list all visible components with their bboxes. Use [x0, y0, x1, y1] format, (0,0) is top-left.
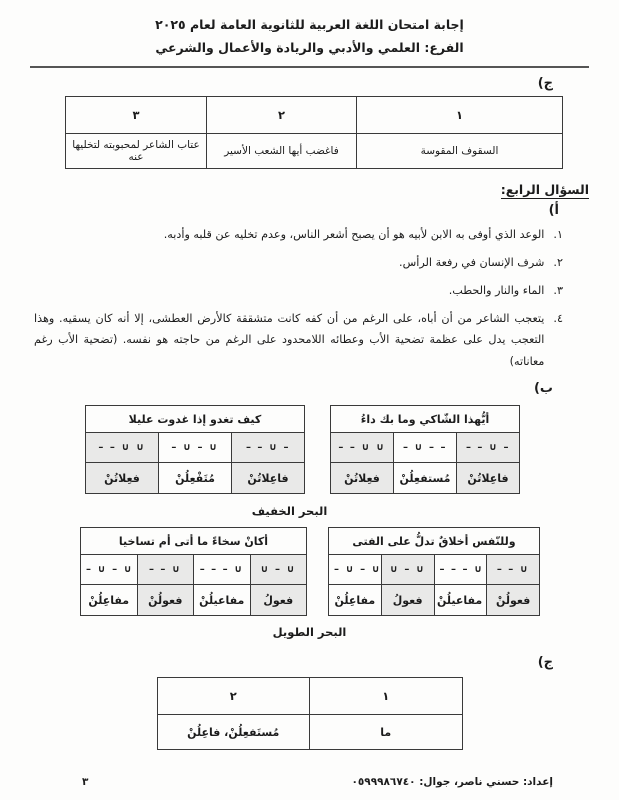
scansion-cell: ∪ – ∪	[381, 555, 434, 585]
tawil-scansion-row	[30, 527, 589, 616]
scansion-cell: – ∪ – ∪	[159, 433, 232, 463]
foot-cell: مفاعيلُنْ	[194, 585, 251, 616]
foot-cell: مفاعِلُنْ	[329, 585, 382, 616]
document-title: إجابة امتحان اللغة العربية للثانوية العامة لعام ٢٠٢٥	[155, 17, 464, 32]
scansion-cell: – – ∪	[137, 555, 194, 585]
tawil-verse-table-left	[80, 527, 307, 616]
scansion-cell: – ∪ – –	[394, 433, 457, 463]
verse-text: وللنّفس أخلاقٌ تدلُّ على الفتى	[329, 528, 540, 555]
verse-text: أيُّهذا الشّاكي وما بك داءُ	[331, 406, 520, 433]
list-item	[34, 224, 563, 246]
col-header-1: ١	[310, 678, 463, 715]
item-text: الوعد الذي أوفى به الابن لأبيه هو أن يصبح أشعر الناس، وعدم تخليه عن قلبه وأدبه.	[163, 228, 545, 241]
document-header	[30, 14, 589, 59]
foot-cell: فعولُ	[381, 585, 434, 616]
document-subtitle: الفرع: العلمي والأدبي والريادة والأعمال والشرعي	[155, 39, 464, 55]
page-footer	[82, 776, 553, 788]
scansion-cell: – ∪ – ∪	[81, 555, 138, 585]
scansion-cell: – – ∪	[487, 555, 540, 585]
list-item	[34, 308, 563, 374]
answer-cell-1: السقوف المقوسة	[357, 134, 563, 169]
scansion-cell: – – – ∪	[434, 555, 487, 585]
foot-cell: فعولُنْ	[487, 585, 540, 616]
item-number: ٤.	[553, 311, 563, 325]
item-text: شرف الإنسان في رفعة الرأس.	[399, 255, 545, 269]
foot-cell: مفاعِلُنْ	[81, 585, 138, 616]
foot-cell: فعولُنْ	[137, 585, 194, 616]
page-number: ٣	[82, 776, 89, 788]
answer-cell-3: عتاب الشاعر لمحبوبته لتخليها عنه	[66, 134, 207, 169]
scansion-cell: – – ∪ ∪	[331, 433, 394, 463]
header-divider	[30, 66, 589, 68]
col-header-3: ٣	[66, 97, 207, 134]
item-number: ١.	[553, 228, 563, 241]
col-header-2: ٢	[207, 97, 357, 134]
part-label-a: أ)	[548, 203, 559, 218]
scansion-cell: – – – ∪	[194, 555, 251, 585]
question-4-title: السؤال الرابع:	[500, 182, 589, 197]
verse-text: كيف تغدو إذا غدوت عليلا	[86, 406, 305, 433]
answers-table-c	[65, 96, 563, 169]
answer-cell-2: مُستَفعِلُنْ، فاعِلُنْ	[157, 715, 310, 750]
list-item	[34, 280, 563, 302]
table-row	[157, 715, 462, 750]
answers-table-c2	[157, 677, 463, 750]
item-text: الماء والنار والحطب.	[448, 283, 545, 297]
table-header-row	[66, 97, 563, 134]
answer-items	[30, 224, 589, 373]
table-header-row	[157, 678, 462, 715]
item-number: ٣.	[553, 283, 563, 297]
meter-caption-khafif: البحر الخفيف	[251, 504, 328, 519]
khafif-verse-table-right	[330, 405, 520, 494]
khafif-scansion-row	[30, 405, 589, 494]
foot-cell: فعِلاتُنْ	[86, 463, 159, 494]
foot-cell: فاعِلاتُنْ	[457, 463, 520, 494]
scansion-cell: – – ∪ –	[457, 433, 520, 463]
part-label-c2: ج)	[537, 655, 553, 671]
answer-cell-1: ما	[310, 715, 463, 750]
credit-line: إعداد: حسني ناصر، جوال: ٠٥٩٩٩٨٦٧٤٠	[351, 776, 553, 788]
foot-cell: مُتَفْعِلُنْ	[159, 463, 232, 494]
foot-cell: فعِلاتُنْ	[331, 463, 394, 494]
foot-cell: مفاعيلُنْ	[434, 585, 487, 616]
part-label-b: ب)	[533, 381, 553, 397]
table-row	[66, 134, 563, 169]
scansion-cell: – – ∪ –	[232, 433, 305, 463]
item-text: يتعجب الشاعر من أن أباه، على الرغم من أن كفه كانت متشققة كالأرض العطشى، إلا أنه كان يسقيه. وهذا التعجب يدل على عظمة تضحية الأب وعطائه اللامحدود على الرغم من حاجته هو نفسه. (تضحية الأب رغم معاناته)	[34, 311, 545, 369]
meter-caption-tawil: البحر الطويل	[272, 625, 347, 640]
foot-cell: فاعِلاتُنْ	[232, 463, 305, 494]
foot-cell: مُستفعِلُنْ	[394, 463, 457, 494]
verse-text: أكانْ سخاءً ما أتى أم تساخيا	[81, 528, 307, 555]
khafif-verse-table-left	[85, 405, 305, 494]
col-header-1: ١	[357, 97, 563, 134]
col-header-2: ٢	[157, 678, 310, 715]
answer-cell-2: فاغضب أيها الشعب الأسير	[207, 134, 357, 169]
part-label-c1: ج)	[537, 76, 553, 91]
tawil-verse-table-right	[328, 527, 540, 616]
foot-cell: فعولُ	[250, 585, 307, 616]
scansion-cell: ∪ – ∪	[250, 555, 307, 585]
list-item	[34, 252, 563, 274]
scansion-cell: – – ∪ ∪	[86, 433, 159, 463]
item-number: ٢.	[553, 255, 563, 269]
scansion-cell: – ∪ – ∪	[329, 555, 382, 585]
